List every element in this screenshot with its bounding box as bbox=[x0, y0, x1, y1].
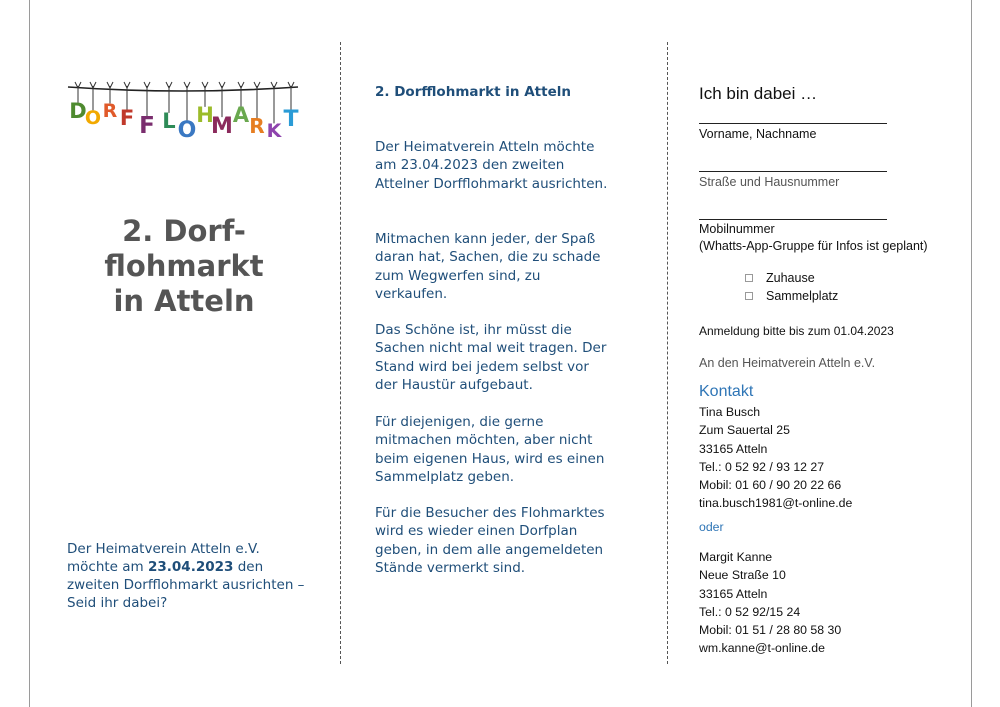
fold-line-left bbox=[340, 42, 341, 664]
checkbox-home-label: Zuhause bbox=[766, 271, 815, 285]
logo-peg bbox=[184, 82, 190, 88]
logo-letter: D bbox=[69, 99, 87, 123]
logo-letter: H bbox=[196, 103, 214, 127]
fold-line-right bbox=[667, 42, 668, 664]
mobile-label: Mobilnummer bbox=[699, 222, 775, 236]
checkbox-icon[interactable] bbox=[745, 292, 753, 300]
logo-peg bbox=[202, 82, 208, 88]
logo-peg bbox=[107, 82, 113, 88]
logo-letter: A bbox=[232, 103, 250, 127]
contact-line: 33165 Atteln bbox=[699, 586, 768, 601]
or-separator: oder bbox=[699, 520, 724, 534]
cover-title-line: 2. Dorf- bbox=[122, 214, 246, 248]
logo-peg bbox=[144, 82, 150, 88]
cover-intro-date: 23.04.2023 bbox=[148, 559, 234, 575]
contact-line: Tel.: 0 52 92/15 24 bbox=[699, 604, 801, 619]
name-label: Vorname, Nachname bbox=[699, 127, 817, 141]
paragraph: Mitmachen kann jeder, der Spaß daran hat, Sachen, die zu schade zum Wegwerfen sind, zu verkaufen. bbox=[375, 231, 601, 302]
recipient: An den Heimatverein Atteln e.V. bbox=[699, 356, 876, 370]
contact-line: Mobil: 01 60 / 90 20 22 66 bbox=[699, 478, 842, 493]
contact-block-2 bbox=[699, 548, 841, 658]
contact-block-1 bbox=[699, 403, 852, 513]
checkbox-home[interactable] bbox=[745, 271, 815, 285]
paragraph: Für diejenigen, die gerne mitmachen möchten, aber nicht beim eigenen Haus, wird es einen Sammelplatz geben. bbox=[375, 414, 605, 485]
street-label: Straße und Hausnummer bbox=[699, 175, 840, 189]
contact-line: Tel.: 0 52 92 / 93 12 27 bbox=[699, 459, 825, 474]
checkbox-collect-label: Sammelplatz bbox=[766, 289, 839, 303]
cover-title-line: flohmarkt bbox=[104, 249, 264, 283]
logo-letter: F bbox=[119, 106, 135, 130]
logo-letter: F bbox=[139, 113, 155, 139]
contact-line: Tina Busch bbox=[699, 405, 761, 419]
mobile-note: (Whatts-App-Gruppe für Infos ist geplant) bbox=[699, 239, 928, 253]
signup-heading: Ich bin dabei … bbox=[699, 84, 818, 103]
logo-peg bbox=[166, 82, 172, 88]
logo-peg bbox=[271, 82, 277, 88]
logo-letter: R bbox=[249, 114, 265, 138]
checkbox-collect[interactable] bbox=[745, 289, 838, 303]
logo-peg bbox=[219, 82, 225, 88]
mobile-line[interactable] bbox=[699, 219, 887, 220]
contact-line: Neue Straße 10 bbox=[699, 568, 786, 583]
contact-line: Margit Kanne bbox=[699, 550, 773, 564]
logo-letter: L bbox=[162, 109, 176, 133]
contact-email[interactable]: tina.busch1981@t-online.de bbox=[699, 496, 853, 511]
contact-line: 33165 Atteln bbox=[699, 441, 768, 456]
dorfflohmarkt-logo bbox=[66, 78, 300, 140]
logo-letter: R bbox=[102, 100, 118, 122]
cover-intro-text-end: den zweiten Dorfflohmarkt ausrichten – Seid ihr dabei? bbox=[67, 559, 305, 611]
logo-letter: M bbox=[211, 114, 233, 139]
logo-peg bbox=[238, 82, 244, 88]
logo-peg bbox=[254, 82, 260, 88]
paragraph: Der Heimatverein Atteln möchte am 23.04.2023 den zweiten Attelner Dorfflohmarkt ausrichten. bbox=[375, 139, 608, 192]
contact-heading: Kontakt bbox=[699, 383, 754, 400]
logo-letter: O bbox=[177, 118, 197, 140]
paragraph: Das Schöne ist, ihr müsst die Sachen nicht mal weit tragen. Der Stand wird bei jedem selbst vor der Haustür aufgebaut. bbox=[375, 322, 607, 393]
contact-line: Zum Sauertal 25 bbox=[699, 423, 790, 438]
logo-letter: T bbox=[283, 107, 299, 132]
name-line[interactable] bbox=[699, 123, 887, 124]
paragraph: Für die Besucher des Flohmarktes wird es wieder einen Dorfplan geben, in dem alle angemeldeten Stände vermerkt sind. bbox=[375, 505, 605, 576]
cover-title-line: in Atteln bbox=[113, 284, 255, 318]
logo-peg bbox=[90, 82, 96, 88]
logo-letter: K bbox=[266, 120, 282, 140]
cover-title bbox=[60, 214, 308, 319]
logo-letter: O bbox=[84, 107, 102, 129]
checkbox-icon[interactable] bbox=[745, 274, 753, 282]
contact-email[interactable]: wm.kanne@t-online.de bbox=[699, 641, 825, 656]
cover-intro bbox=[67, 540, 312, 612]
street-line[interactable] bbox=[699, 171, 887, 172]
deadline-note: Anmeldung bitte bis zum 01.04.2023 bbox=[699, 324, 894, 338]
contact-line: Mobil: 01 51 / 28 80 58 30 bbox=[699, 623, 842, 638]
panel2-title: 2. Dorfflohmarkt in Atteln bbox=[375, 84, 571, 100]
logo-peg bbox=[124, 82, 130, 88]
cover-intro-text: Der Heimatverein Atteln e.V. möchte am bbox=[67, 541, 260, 575]
